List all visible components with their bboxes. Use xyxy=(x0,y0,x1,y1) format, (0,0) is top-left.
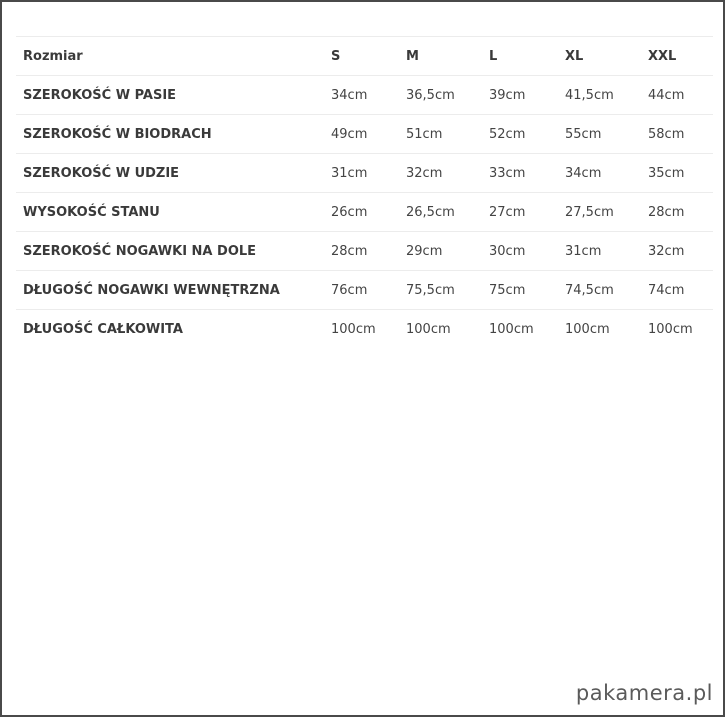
header-cell-size-label: Rozmiar xyxy=(23,48,83,64)
table-row xyxy=(16,232,713,271)
table-cell: 100cm xyxy=(565,321,610,337)
row-label: DŁUGOŚĆ NOGAWKI WEWNĘTRZNA xyxy=(23,282,280,298)
table-cell: 26,5cm xyxy=(406,204,455,220)
row-label: SZEROKOŚĆ W UDZIE xyxy=(23,165,180,181)
table-cell: 55cm xyxy=(565,126,602,142)
row-label: SZEROKOŚĆ W BIODRACH xyxy=(23,126,212,142)
table-cell: 36,5cm xyxy=(406,87,455,103)
header-cell-xxl: XXL xyxy=(648,48,677,64)
table-row xyxy=(16,76,713,115)
table-cell: 100cm xyxy=(489,321,534,337)
header-cell-m: M xyxy=(406,48,419,64)
table-cell: 74cm xyxy=(648,282,685,298)
header-cell-l: L xyxy=(489,48,498,64)
table-cell: 34cm xyxy=(565,165,602,181)
table-cell: 75,5cm xyxy=(406,282,455,298)
table-cell: 49cm xyxy=(331,126,368,142)
table-cell: 27,5cm xyxy=(565,204,614,220)
header-cell-s: S xyxy=(331,48,341,64)
size-table-container xyxy=(16,36,713,349)
table-cell: 32cm xyxy=(406,165,443,181)
table-cell: 51cm xyxy=(406,126,443,142)
table-cell: 32cm xyxy=(648,243,685,259)
row-label: DŁUGOŚĆ CAŁKOWITA xyxy=(23,321,183,337)
table-cell: 31cm xyxy=(565,243,602,259)
table-row xyxy=(16,154,713,193)
table-cell: 58cm xyxy=(648,126,685,142)
table-cell: 30cm xyxy=(489,243,526,259)
header-cell-xl: XL xyxy=(565,48,584,64)
table-cell: 29cm xyxy=(406,243,443,259)
table-cell: 28cm xyxy=(648,204,685,220)
table-row xyxy=(16,310,713,349)
table-cell: 74,5cm xyxy=(565,282,614,298)
table-header-row xyxy=(16,37,713,76)
table-cell: 75cm xyxy=(489,282,526,298)
table-cell: 28cm xyxy=(331,243,368,259)
table-row xyxy=(16,115,713,154)
table-cell: 44cm xyxy=(648,87,685,103)
row-label: WYSOKOŚĆ STANU xyxy=(23,204,160,220)
table-cell: 27cm xyxy=(489,204,526,220)
table-cell: 100cm xyxy=(648,321,693,337)
table-cell: 34cm xyxy=(331,87,368,103)
table-cell: 100cm xyxy=(406,321,451,337)
size-table xyxy=(16,36,713,349)
row-label: SZEROKOŚĆ W PASIE xyxy=(23,87,177,103)
table-cell: 100cm xyxy=(331,321,376,337)
table-cell: 26cm xyxy=(331,204,368,220)
row-label: SZEROKOŚĆ NOGAWKI NA DOLE xyxy=(23,243,257,259)
table-cell: 39cm xyxy=(489,87,526,103)
table-row xyxy=(16,193,713,232)
table-cell: 35cm xyxy=(648,165,685,181)
table-row xyxy=(16,271,713,310)
table-cell: 41,5cm xyxy=(565,87,614,103)
table-cell: 31cm xyxy=(331,165,368,181)
pakamera-watermark: pakamera.pl xyxy=(575,681,713,705)
table-cell: 52cm xyxy=(489,126,526,142)
table-cell: 76cm xyxy=(331,282,368,298)
table-cell: 33cm xyxy=(489,165,526,181)
